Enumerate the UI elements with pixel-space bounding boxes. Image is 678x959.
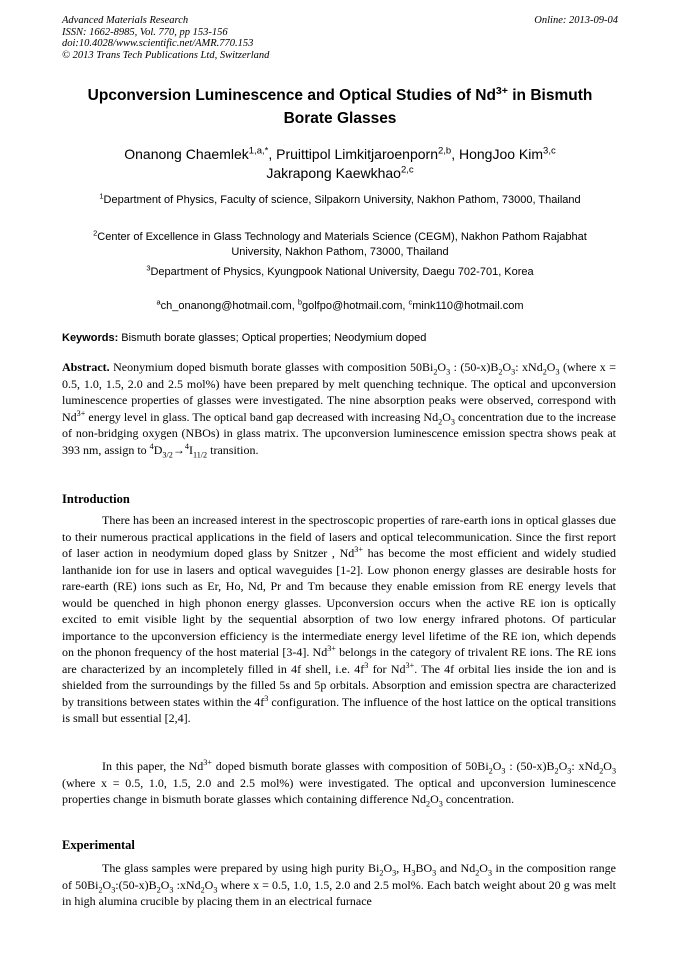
intro-paragraph: In this paper, the $Nd^{3+}$ doped bismuth borate glasses with composition of $50Bi_2O_3$ : $(50-x)B_2O_3$: $xNd_2O_3$ (where x = 0.5, 1.0, 1.5, 2.0 and 2.5 mol%) were investigated. The optical and upconversion luminescence properties change in bismuth borate glasses which containing difference $Nd_2O_3$ concentration. [62,758,617,809]
email-link[interactable]: ch_onanong@hotmail.com [160,300,292,312]
online-date: Online: 2013-09-04 [534,15,618,26]
section-heading-introduction: Introduction [62,492,130,506]
experimental-paragraph: The glass samples were prepared by using high purity $Bi_2O_3$, $H_3BO_3$ and $Nd_2O_3$ in the composition range of $50Bi_2O_3:(50-x)B_2O_3$ $:xNd_2O_3$ where x = 0.5, 1.0, 1.5, 2.0 and 2.5 mol%. Each batch weight about 20 g was melt in high alumina crucible by placing them in an electrical furnace [62,861,616,908]
journal-copyright: © 2013 Trans Tech Publications Ltd, Switzerland [62,49,270,61]
author-name: Onanong Chaemlek [124,146,249,162]
journal-header [62,15,618,61]
journal-issn: ISSN: 1662-8985, Vol. 770, pp 153-156 [62,26,228,38]
journal-name: Advanced Materials Research [62,15,189,26]
journal-doi: doi:10.4028/www.scientific.net/AMR.770.153 [62,38,254,49]
affiliation: $^1$Department of Physics, Faculty of science, Silpakorn University, Nakhon Pathom, 73000, Thailand [99,191,581,206]
keywords: Keywords: Bismuth borate glasses; Optical properties; Neodymium doped [62,332,427,344]
author-list: Onanong Chaemlek$^{1,a,*}$, Pruittipol Limkitjaroenporn$^{2,b}$, HongJoo Kim$^{3,c}$ Jakrapong Kaewkhao$^{2,c}$ [124,145,556,181]
author-name: HongJoo Kim [459,146,544,162]
abstract: Abstract. Neonymium doped bismuth borate glasses with composition $50Bi_2O_3$ : $(50-x)B_2O_3$: $xNd_2O_3$ (where x = 0.5, 1.0, 1.5, 2.0 and 2.5 mol%) have been prepared by melt quenching technique. The optical and upconversion luminescence properties of glasses were investigated. The nine absorption peaks were observed, correspond with $Nd^{3+}$ energy level in glass. The optical band gap decreased with increasing $Nd_2O_3$ concentration due to the increase of non-bridging oxygen (NBOs) in glass matrix. The upconversion luminescence emission spectra shows peak at 393 nm, assign to $^4D_{3/2}\to^4I_{11/2}$ transition. [62,360,617,459]
abstract-label: Abstract. [62,360,110,374]
email-list: $^a$ch_onanong@hotmail.com, $^b$golfpo@hotmail.com, $^c$mink110@hotmail.com [156,297,524,312]
author-name: Jakrapong Kaewkhao [266,165,401,181]
affiliation: $^3$Department of Physics, Kyungpook National University, Daegu 702-701, Korea [146,263,534,278]
author-name: Pruittipol Limkitjaroenporn [276,146,438,162]
email-link[interactable]: mink110@hotmail.com [412,300,524,312]
section-heading-experimental: Experimental [62,838,135,852]
paper-title: Upconversion Luminescence and Optical Studies of $Nd^{3+}$ in Bismuth Borate Glasses [87,84,593,127]
intro-paragraph: There has been an increased interest in the spectroscopic properties of rare-earth ions in optical glasses due to their numerous practical applications in the field of lasers and optical telecommunication. Since the first report of laser action in neodymium doped glass by Snitzer , $Nd^{3+}$ has become the most efficient and widely studied lanthanide ion for use in lasers and optical waveguides [1-2]. Low phonon energy glasses are desirable hosts for rare-earth (RE) ions such as Er, Ho, Nd, Pr and Tm because they enable emission from RE energy levels that would be quenched in high phonon energy glasses. Upconversion occurs when the active RE ion is optically excited to emit visible light by the sequential absorption of two low energy infrared photons. Of particular importance to the upconversion efficiency is the intermediate energy level lifetime of the RE ion, which depends on the phonon frequency of the host material [3-4]. $Nd^{3+}$ belongs in the category of trivalent RE ions. The RE ions are characterized by an incompletely filled in 4f shell, i.e. $4f^3$ for $Nd^{3+}$. The 4f orbital lies inside the ion and is shielded from the surroundings by the filled 5s and 5p orbitals. Absorption and emission spectra are characterized by transitions between states within the $4f^3$ configuration. The influence of the host lattice on the optical transitions is small but essential [2,4]. [62,513,616,725]
keywords-label: Keywords: [62,332,119,344]
affiliation: $^2$Center of Excellence in Glass Technology and Materials Science (CEGM), Nakhon Pathom Rajabhat University, Nakhon Pathom, 73000, Thailand [93,228,587,258]
email-link[interactable]: golfpo@hotmail.com [301,300,403,312]
